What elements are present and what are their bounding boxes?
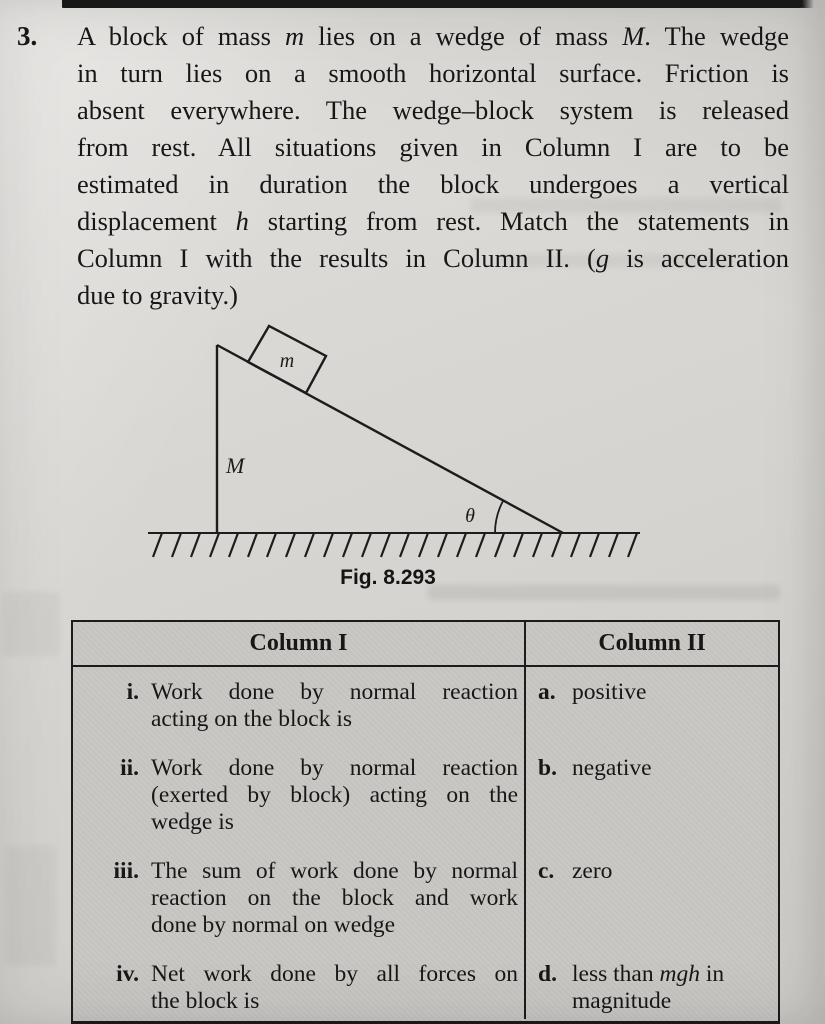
problem-line: Column I with the results in Column II. (g is acceleration xyxy=(77,243,789,273)
statement-line: (exerted by block) acting on the xyxy=(151,782,518,808)
bleed-through-artifact xyxy=(4,846,56,966)
option-letter: b. xyxy=(538,755,557,781)
column-i-header: Column I xyxy=(249,630,348,656)
statement-line: acting on the block is xyxy=(151,706,353,732)
row-numeral: ii. xyxy=(120,755,139,781)
statement-line: Work done by normal reaction xyxy=(151,679,518,705)
result-line: zero xyxy=(572,858,613,884)
statement-line: done by normal on wedge xyxy=(151,912,396,938)
row-numeral: iv. xyxy=(116,961,139,987)
result-line: negative xyxy=(572,755,652,781)
table-row xyxy=(73,679,778,733)
angle-arc xyxy=(495,501,503,533)
column-ii-cell xyxy=(524,733,778,840)
result-text xyxy=(572,858,778,943)
option-letter: d. xyxy=(538,961,557,987)
statement-line: Net work done by all forces on xyxy=(151,961,518,987)
row-numeral: iii. xyxy=(113,858,139,884)
statement-text xyxy=(151,755,524,836)
theta-angle-label: θ xyxy=(465,505,475,527)
table-body xyxy=(73,679,778,1015)
result-line: positive xyxy=(572,679,647,705)
page-top-rule xyxy=(62,0,802,8)
problem-line: absent everywhere. The wedge–block system is released xyxy=(77,95,789,125)
problem-line: due to gravity.) xyxy=(77,280,238,310)
result-line: less than mgh in xyxy=(572,961,725,987)
result-line: magnitude xyxy=(572,988,672,1014)
column-i-cell xyxy=(73,858,524,939)
problem-line: A block of mass m lies on a wedge of mass M. The wedge xyxy=(77,21,789,51)
column-ii-header: Column II xyxy=(524,622,778,665)
column-i-cell xyxy=(73,755,524,836)
statement-line: The sum of work done by normal xyxy=(151,858,518,884)
option-letter: a. xyxy=(538,679,556,705)
table-header-row xyxy=(73,622,778,667)
result-text xyxy=(572,755,778,840)
match-the-columns-table xyxy=(71,620,780,1024)
figure-8-293 xyxy=(0,320,825,600)
column-ii-cell xyxy=(524,667,778,737)
result-text xyxy=(572,679,778,737)
ground-hatching xyxy=(153,533,637,557)
block-mass-label: m xyxy=(279,350,295,372)
problem-3 xyxy=(17,18,789,314)
table-row xyxy=(73,858,778,939)
problem-statement xyxy=(77,18,789,314)
statement-text xyxy=(151,961,524,1015)
figure-caption: Fig. 8.293 xyxy=(340,566,436,589)
problem-line: from rest. All situations given in Column I are to be xyxy=(77,132,789,162)
table-row xyxy=(73,755,778,836)
statement-text xyxy=(151,679,524,733)
problem-line: in turn lies on a smooth horizontal surface. Friction is xyxy=(77,58,789,88)
table-row xyxy=(73,961,778,1015)
statement-text xyxy=(151,858,524,939)
result-text xyxy=(572,961,778,1019)
bleed-through-artifact xyxy=(2,592,60,656)
problem-line: displacement h starting from rest. Match the statements in xyxy=(77,206,789,236)
column-ii-cell xyxy=(524,939,778,1019)
column-i-cell xyxy=(73,679,524,733)
problem-line: estimated in duration the block undergoes a vertical xyxy=(77,169,789,199)
statement-line: reaction on the block and work xyxy=(151,885,518,911)
problem-number: 3. xyxy=(17,21,38,51)
option-letter: c. xyxy=(538,858,555,884)
statement-line: the block is xyxy=(151,988,260,1014)
wedge-mass-label: M xyxy=(226,453,245,478)
statement-line: Work done by normal reaction xyxy=(151,755,518,781)
statement-line: wedge is xyxy=(151,809,234,835)
row-numeral: i. xyxy=(126,679,139,705)
column-i-cell xyxy=(73,961,524,1015)
column-ii-cell xyxy=(524,836,778,943)
